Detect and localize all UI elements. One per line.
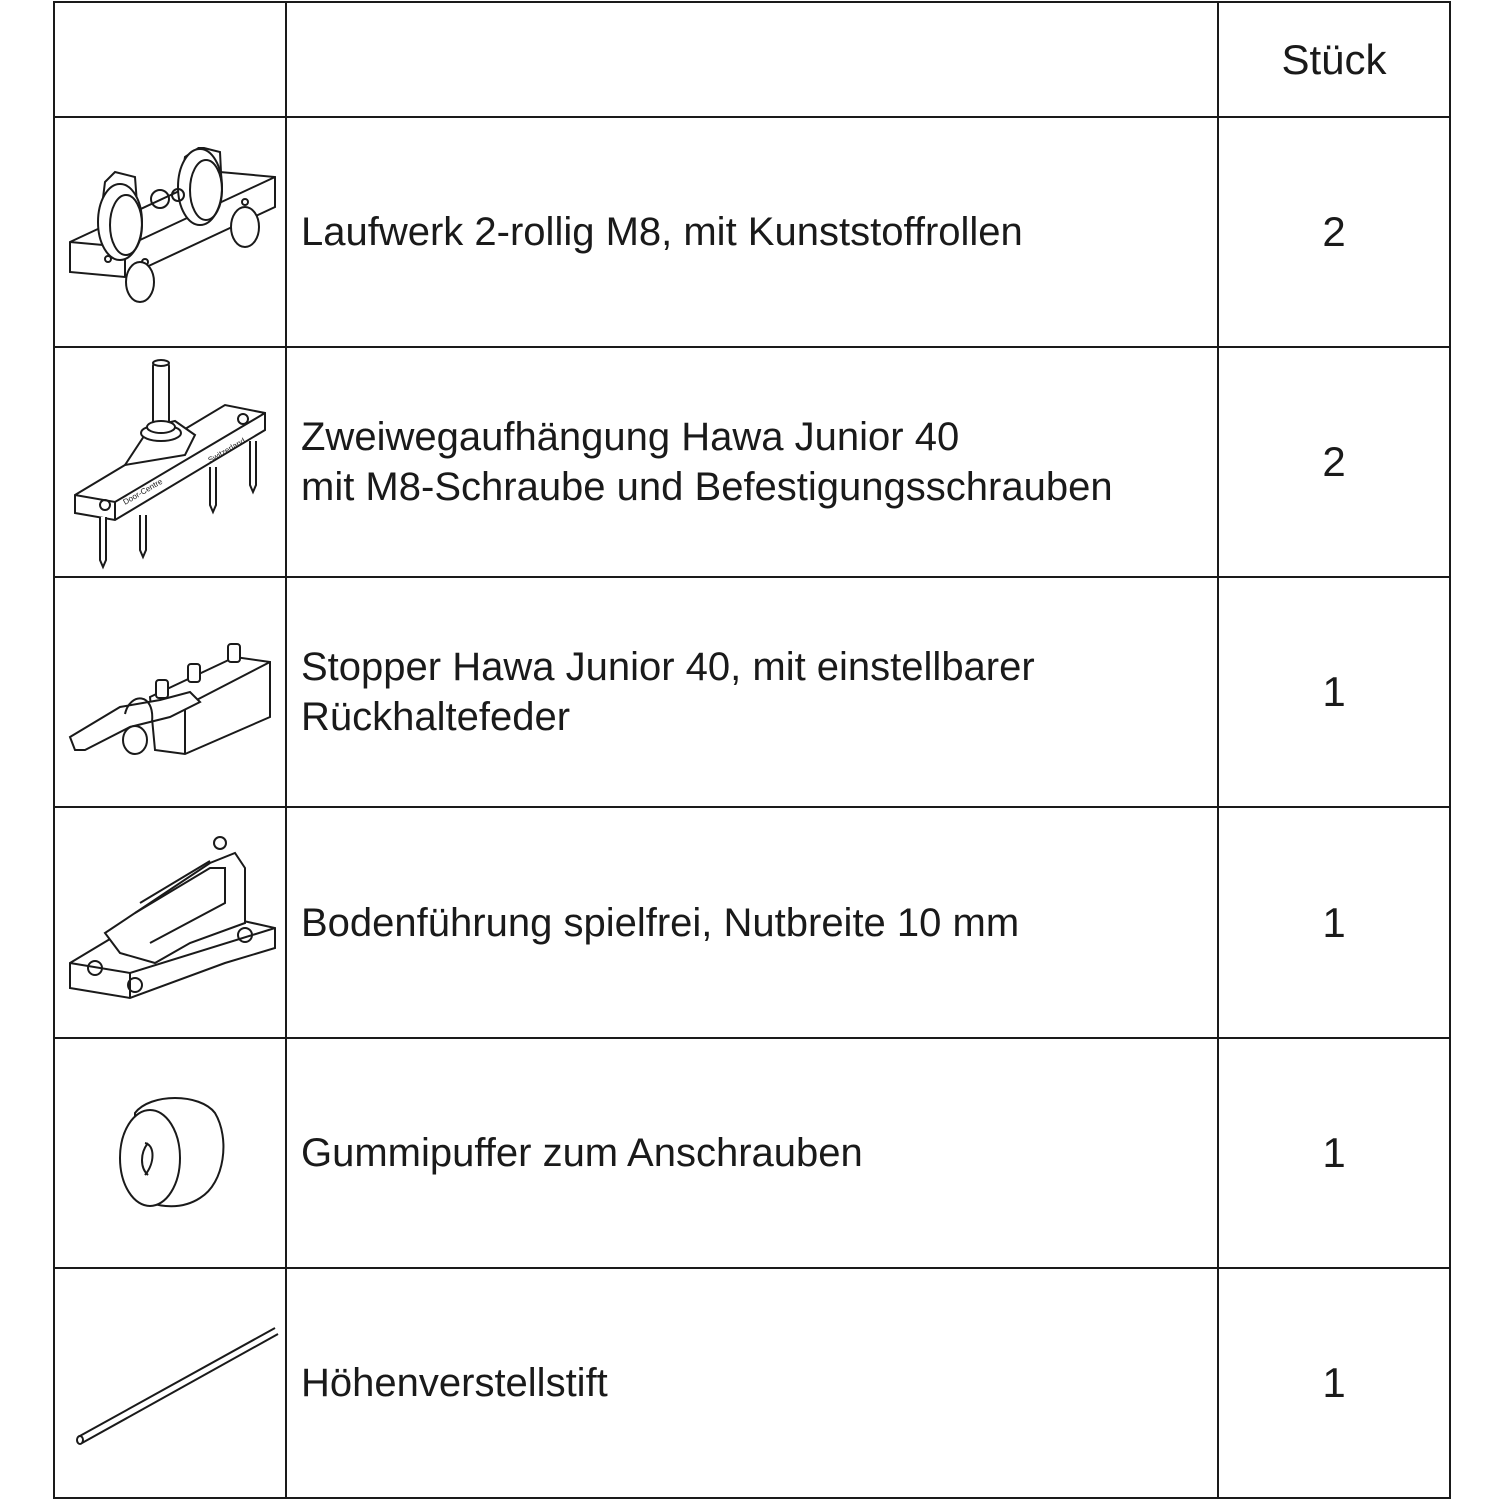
image-cell — [54, 347, 286, 577]
image-cell — [54, 1268, 286, 1498]
table-row — [54, 577, 1450, 807]
item-quantity: 1 — [1218, 1038, 1450, 1268]
item-description: Laufwerk 2-rollig M8, mit Kunststoffrollen — [286, 117, 1218, 347]
item-description: Stopper Hawa Junior 40, mit einstellbarer Rückhaltefeder — [286, 577, 1218, 807]
image-cell — [54, 117, 286, 347]
item-description: Zweiwegaufhängung Hawa Junior 40 mit M8-Schraube und Befestigungsschrauben — [286, 347, 1218, 577]
svg-text:Door-Centre: Door-Centre — [121, 476, 165, 507]
roller-carriage-icon — [60, 147, 280, 317]
quantity-column-header: Stück — [1218, 2, 1450, 117]
table-row — [54, 1038, 1450, 1268]
item-description: Bodenführung spielfrei, Nutbreite 10 mm — [286, 807, 1218, 1037]
header-empty-cell — [54, 2, 286, 117]
header-description-cell — [286, 2, 1218, 117]
parts-list-table — [53, 1, 1451, 1499]
item-quantity: 1 — [1218, 1268, 1450, 1498]
svg-text:Switzerland: Switzerland — [206, 436, 247, 465]
item-description: Gummipuffer zum Anschrauben — [286, 1038, 1218, 1268]
image-cell — [54, 807, 286, 1037]
item-quantity: 1 — [1218, 577, 1450, 807]
table-row — [54, 807, 1450, 1037]
floor-guide-icon — [60, 823, 280, 1023]
suspension-bracket-icon — [65, 355, 275, 570]
item-quantity: 1 — [1218, 807, 1450, 1037]
stopper-icon — [60, 622, 280, 762]
image-cell — [54, 1038, 286, 1268]
table-row — [54, 347, 1450, 577]
table-header-row — [54, 2, 1450, 117]
rubber-buffer-icon — [100, 1083, 240, 1223]
table-row — [54, 117, 1450, 347]
height-adjust-pin-icon — [60, 1313, 280, 1453]
item-quantity: 2 — [1218, 347, 1450, 577]
table-row — [54, 1268, 1450, 1498]
image-cell — [54, 577, 286, 807]
item-quantity: 2 — [1218, 117, 1450, 347]
item-description: Höhenverstellstift — [286, 1268, 1218, 1498]
